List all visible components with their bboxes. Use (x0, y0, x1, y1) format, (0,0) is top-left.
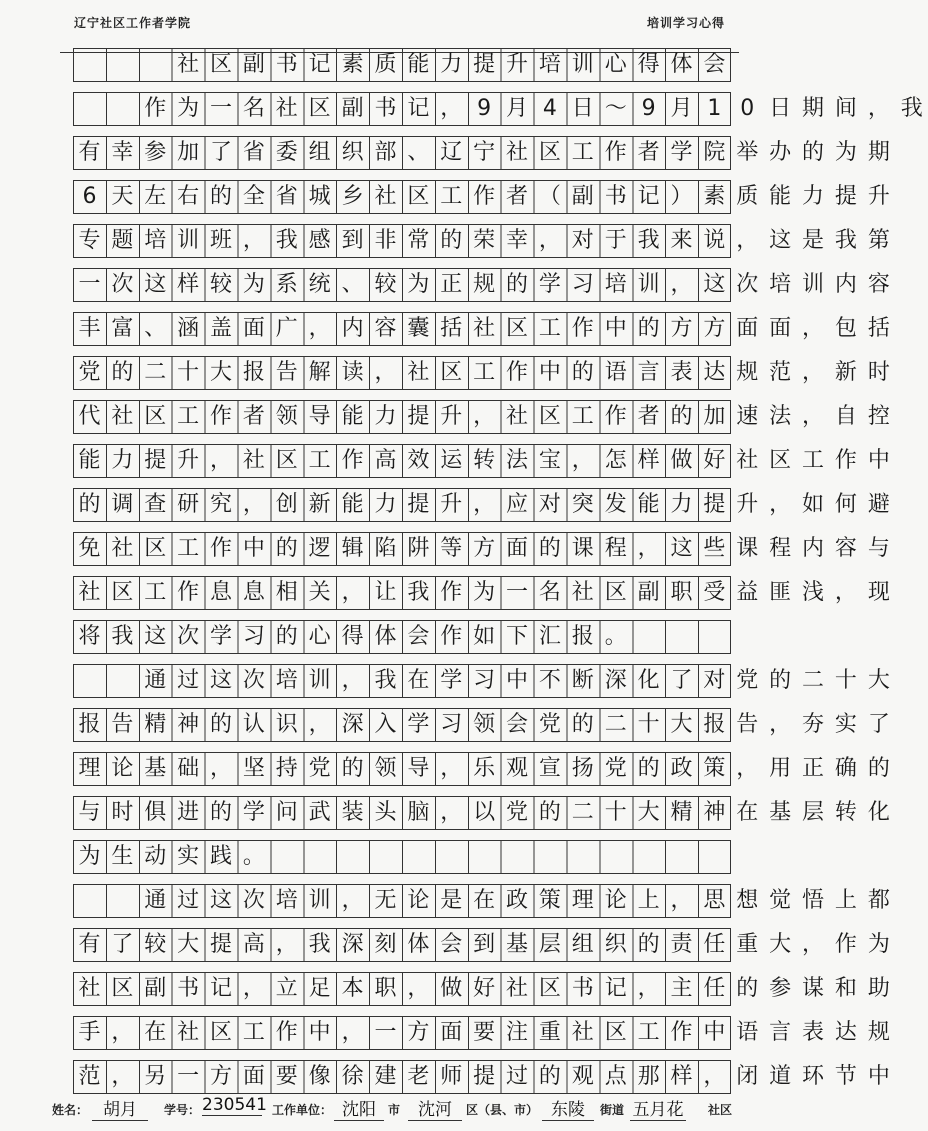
grid-row (73, 532, 890, 566)
row-text: 党 的 二 十 大 报 告 解 读 ， 社 区 工 作 中 的 语 言 表 达 规 范 ， 新 时 (78, 360, 890, 385)
grid-row (73, 928, 890, 962)
unit-label: 工作单位： (272, 1103, 333, 1117)
row-text: 社 区 副 书 记 ， 立 足 本 职 ， 做 好 社 区 书 记 ， 主 任 的 参 谋 和 助 (78, 976, 890, 1001)
grid-row (73, 180, 890, 214)
grid-row (73, 576, 890, 610)
id-label: 学号： (164, 1103, 201, 1117)
grid-row (73, 312, 890, 346)
institution-name: 辽宁社区工作者学院 (74, 16, 192, 30)
name-value: 胡月 (92, 1095, 148, 1121)
row-text: 免 社 区 工 作 中 的 逻 辑 陷 阱 等 方 面 的 课 程 ， 这 些 课 程 内 容 与 (78, 536, 890, 561)
row-text: 6 天 左 右 的 全 省 城 乡 社 区 工 作 者 （ 副 书 记 ） 素 质 能 力 提 升 (82, 184, 890, 209)
row-text: 与 时 俱 进 的 学 问 武 装 头 脑 ， 以 党 的 二 十 大 精 神 在 基 层 转 化 (78, 800, 890, 825)
city-label: 市 (388, 1103, 401, 1117)
grid-row (73, 444, 890, 478)
grid-row (73, 268, 890, 302)
name-label: 姓名： (52, 1103, 89, 1117)
row-text: 报 告 精 神 的 认 识 ， 深 入 学 习 领 会 党 的 二 十 大 报 告 ， 夯 实 了 (78, 712, 890, 737)
grid-row (73, 400, 890, 434)
grid-row (73, 48, 731, 82)
row-text: 通 过 这 次 培 训 ， 我 在 学 习 中 不 断 深 化 了 对 党 的 二 十 大 (144, 668, 890, 693)
district-value: 沈河 (408, 1095, 462, 1121)
grid-row (73, 1016, 890, 1050)
row-text: 社 区 副 书 记 素 质 能 力 提 升 培 训 心 得 体 会 (177, 52, 726, 77)
grid-row (73, 356, 890, 390)
row-text: 一 次 这 样 较 为 系 统 、 较 为 正 规 的 学 习 培 训 ， 这 次 培 训 内 容 (78, 272, 890, 297)
street-label: 街道 (600, 1103, 625, 1117)
grid-row (73, 840, 731, 874)
grid-row (73, 884, 890, 918)
grid-row (73, 488, 890, 522)
grid-row (73, 972, 890, 1006)
street-value: 东陵 (542, 1095, 594, 1121)
grid-row (73, 796, 890, 830)
row-text: 将 我 这 次 学 习 的 心 得 体 会 作 如 下 汇 报 。 (78, 624, 627, 649)
grid-row (73, 92, 923, 126)
row-text: 代 社 区 工 作 者 领 导 能 力 提 升 ， 社 区 工 作 者 的 加 速 法 ， 自 控 (78, 404, 890, 429)
row-text: 手 ， 在 社 区 工 作 中 ， 一 方 面 要 注 重 社 区 工 作 中 语 言 表 达 规 (78, 1020, 890, 1045)
id-value: 230541 (202, 1095, 267, 1115)
district-label: 区（县、市） (466, 1103, 539, 1117)
row-text: 作 为 一 名 社 区 副 书 记 ， 9 月 4 日 ～ 9 月 1 0 日 期 间 ， 我 (144, 96, 923, 121)
document-type: 培训学习心得 (646, 16, 725, 30)
grid-row (73, 136, 890, 170)
row-text: 有 幸 参 加 了 省 委 组 织 部 、 辽 宁 社 区 工 作 者 学 院 举 办 的 为 期 (78, 140, 890, 165)
row-text: 的 调 查 研 究 ， 创 新 能 力 提 升 ， 应 对 突 发 能 力 提 升 ， 如 何 避 (78, 492, 890, 517)
grid-row (73, 752, 890, 786)
grid-row (73, 224, 890, 258)
grid-row (73, 664, 890, 698)
community-label: 社区 (708, 1103, 733, 1117)
row-text: 社 区 工 作 息 息 相 关 ， 让 我 作 为 一 名 社 区 副 职 受 益 匪 浅 ， 现 (78, 580, 890, 605)
grid-row (73, 1060, 890, 1094)
row-text: 为 生 动 实 践 。 (78, 844, 265, 869)
row-text: 专 题 培 训 班 ， 我 感 到 非 常 的 荣 幸 ， 对 于 我 来 说 ， 这 是 我 第 (78, 228, 890, 253)
footer-info (52, 1095, 752, 1123)
row-text: 丰 富 、 涵 盖 面 广 ， 内 容 囊 括 社 区 工 作 中 的 方 方 面 面 ， 包 括 (78, 316, 890, 341)
city-value: 沈阳 (334, 1095, 384, 1121)
row-text: 理 论 基 础 ， 坚 持 党 的 领 导 ， 乐 观 宣 扬 党 的 政 策 ， 用 正 确 的 (78, 756, 890, 781)
page-header (0, 14, 799, 34)
manuscript-grid (73, 48, 923, 1104)
row-text: 有 了 较 大 提 高 ， 我 深 刻 体 会 到 基 层 组 织 的 责 任 重 大 ， 作 为 (78, 932, 890, 957)
row-text: 通 过 这 次 培 训 ， 无 论 是 在 政 策 理 论 上 ， 思 想 觉 悟 上 都 (144, 888, 890, 913)
community-value: 五月花 (630, 1095, 686, 1121)
row-text: 能 力 提 升 ， 社 区 工 作 高 效 运 转 法 宝 ， 怎 样 做 好 社 区 工 作 中 (78, 448, 890, 473)
grid-row (73, 620, 731, 654)
row-text: 范 ， 另 一 方 面 要 像 徐 建 老 师 提 过 的 观 点 那 样 ， 闭 道 环 节 中 (78, 1064, 890, 1089)
grid-row (73, 708, 890, 742)
